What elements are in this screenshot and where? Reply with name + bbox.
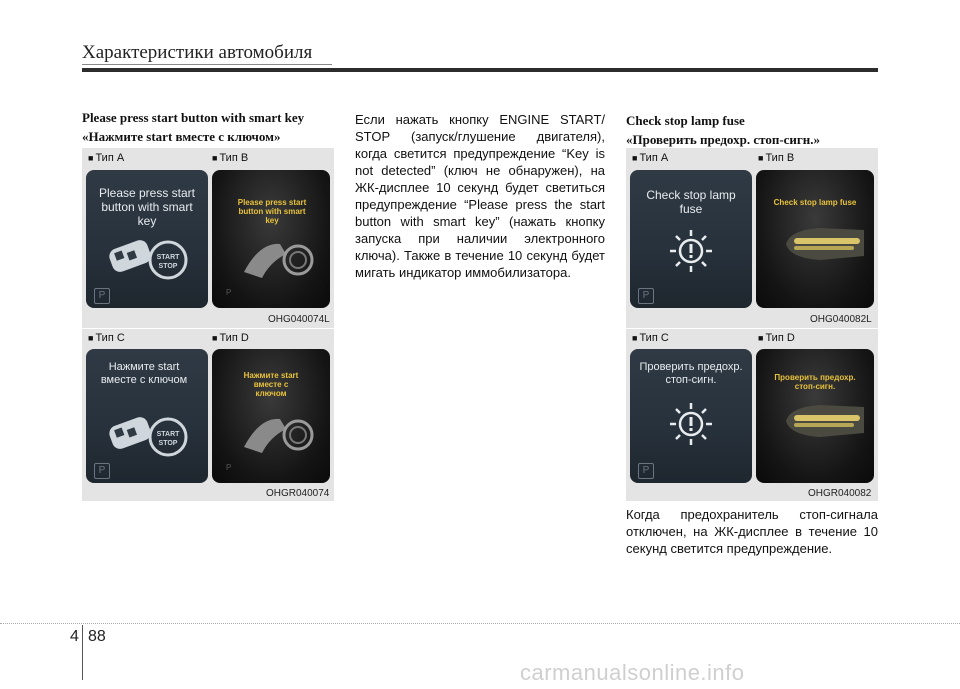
p-indicator: P [638,463,654,479]
smart-key-icon [104,230,190,286]
svg-text:START: START [156,431,180,438]
header-divider-thin [82,64,332,65]
figure-code: OHGR040074 [266,488,330,499]
svg-text:START: START [156,254,180,261]
figure-code: OHGR040082 [808,488,872,499]
footer-divider [82,625,83,680]
screen-type-b [756,170,874,308]
screen-type-d [212,349,330,483]
page-header-title: Характеристики автомобиля [82,42,313,63]
footer-rule [0,623,960,625]
screen-type-a [86,170,208,308]
left-heading-ru: «Нажмите start вместе с ключом» [82,129,281,144]
screen-message: Please press start button with smart key [237,198,307,225]
screen-type-c [630,349,752,483]
stop-lamp-icon [668,401,714,447]
type-b-label: ■ Тип B [758,152,795,164]
type-d-label: ■ Тип D [212,332,249,344]
type-c-label: ■ Тип C [632,332,669,344]
figure-code: OHG040082L [810,314,872,325]
page-number: 88 [88,628,106,645]
right-figure-bottom [626,329,878,501]
screen-type-b [212,170,330,308]
car-rear-icon [780,222,870,266]
hand-key-icon [240,407,320,457]
screen-type-a [630,170,752,308]
svg-text:STOP: STOP [158,440,178,447]
left-heading [82,108,342,146]
header-divider [82,68,878,72]
car-rear-icon [780,399,870,443]
watermark: carmanualsonline.info [520,660,745,685]
p-indicator: P [94,463,110,479]
section-number: 4 [70,628,79,645]
p-indicator: P [638,288,654,304]
screen-type-c [86,349,208,483]
screen-type-d [756,349,874,483]
hand-key-icon [240,232,320,282]
p-indicator: P [226,288,232,297]
screen-message: Check stop lamp fuse [646,188,736,216]
screen-message: Нажмите start вместе с ключом [243,371,299,398]
right-body-text: Когда предохранитель стоп-сигнала отключен, на ЖК-дисплее в течение 10 секунд светится предупреждение. [626,507,878,556]
smart-key-icon [104,407,190,463]
type-a-label: ■ Тип A [632,152,669,164]
p-indicator: P [94,288,110,304]
screen-message: Проверить предохр. стоп-сигн. [774,373,856,391]
middle-body-text: Если нажать кнопку ENGINE START/ STOP (запуск/глушение двигателя), когда светится предупреждение “Key is not detected” (ключ не обнаружен), на ЖК-дисплее 10 секунд будет светиться предупреждение “Please press the start button with smart key” (нажать кнопку запуска при наличии электронного ключа). Также в течение 10 секунд будет мигать индикатор иммобилизатора. [355,112,605,280]
figure-code: OHG040074L [268,314,330,325]
left-figure-bottom [82,329,334,501]
type-a-label: ■ Тип A [88,152,125,164]
left-heading-en: Please press start button with smart key [82,110,305,125]
left-figure-top [82,148,334,328]
p-indicator: P [226,463,232,472]
type-b-label: ■ Тип B [212,152,249,164]
type-c-label: ■ Тип C [88,332,125,344]
right-heading-en: Check stop lamp fuse [626,113,745,128]
stop-lamp-icon [668,228,714,274]
right-heading [626,111,886,149]
right-figure-top [626,148,878,328]
screen-message: Проверить предохр. стоп-сигн. [639,361,743,386]
type-d-label: ■ Тип D [758,332,795,344]
screen-message: Нажмите start вместе с ключом [100,361,188,386]
screen-message: Check stop lamp fuse [773,198,857,207]
screen-message: Please press start button with smart key [98,186,196,228]
right-heading-ru: «Проверить предохр. стоп-сигн.» [626,132,821,147]
svg-text:STOP: STOP [158,263,178,270]
